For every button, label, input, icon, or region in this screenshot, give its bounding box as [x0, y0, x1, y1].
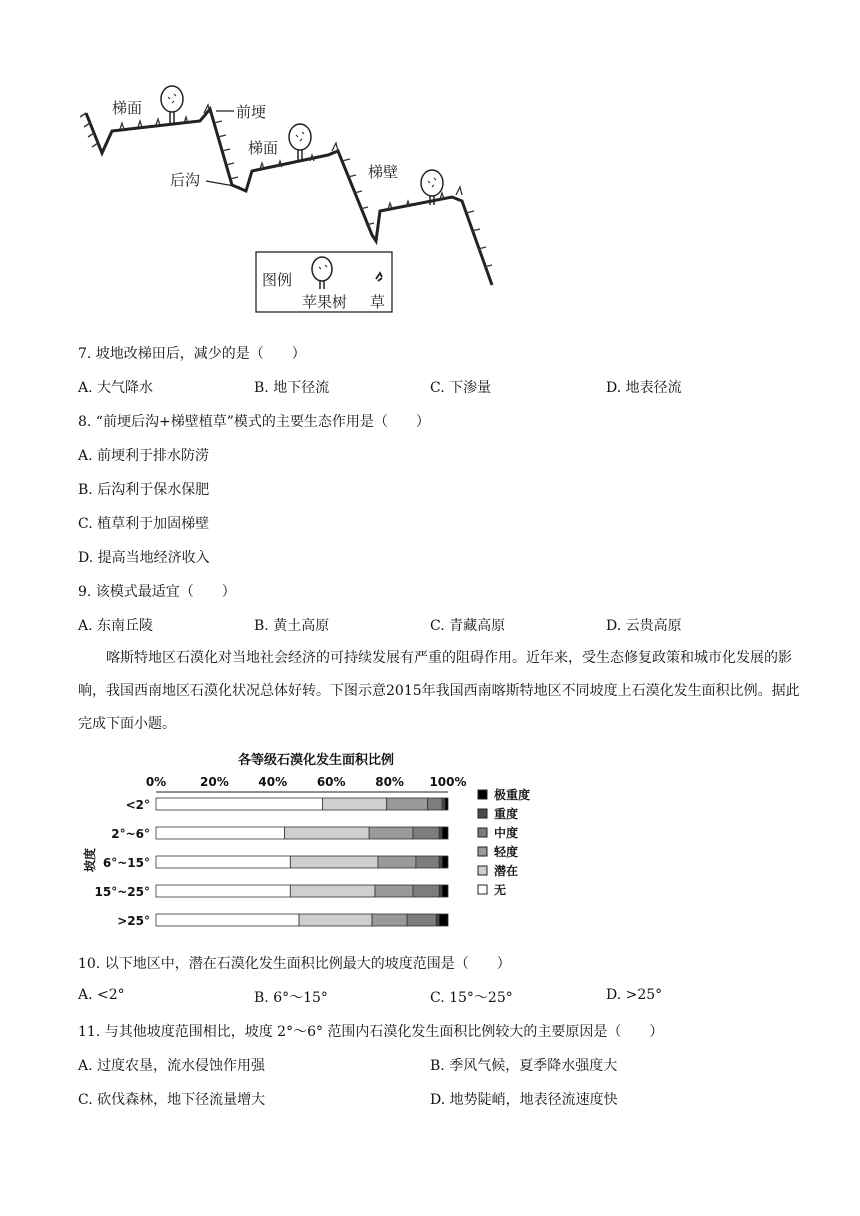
- bar-segment: [413, 885, 439, 897]
- question-10-option-d[interactable]: D. >25°: [606, 987, 663, 1003]
- question-7-stem: 7. 坡地改梯田后，减少的是（ ）: [78, 346, 306, 362]
- apple-tree-icon: [289, 124, 311, 161]
- label-tiemian-2: 梯面: [248, 139, 279, 157]
- question-9-option-a[interactable]: A. 东南丘陵: [78, 618, 154, 634]
- legend-grass-label: 草: [370, 293, 386, 311]
- legend-label: 潜在: [494, 864, 519, 878]
- bar-segment: [442, 798, 445, 810]
- bar-segment: [290, 885, 375, 897]
- bar-segment: [416, 856, 439, 868]
- bar-segment: [378, 856, 416, 868]
- question-7-option-a[interactable]: A. 大气降水: [78, 380, 154, 396]
- bar-segment: [407, 914, 436, 926]
- bar-segment: [156, 798, 322, 810]
- bar-segment: [387, 798, 428, 810]
- terrace-diagram: [80, 85, 520, 320]
- diagram-legend: [256, 252, 392, 312]
- question-9-option-d[interactable]: D. 云贵高原: [606, 618, 682, 634]
- question-8-option-d[interactable]: D. 提高当地经济收入: [78, 550, 210, 566]
- apple-tree-icon: [161, 86, 183, 123]
- label-tibi: 梯壁: [368, 163, 399, 181]
- bar-segment: [375, 885, 413, 897]
- bar-segment: [290, 856, 378, 868]
- legend-swatch: [478, 885, 487, 894]
- legend-label: 轻度: [494, 845, 519, 859]
- legend-label: 重度: [494, 807, 519, 821]
- bar-segment: [439, 827, 442, 839]
- bar-segment: [442, 885, 448, 897]
- bar-segment: [428, 798, 443, 810]
- x-tick-label: 60%: [316, 775, 346, 789]
- bar-segment: [439, 885, 442, 897]
- y-category-label: 2°~6°: [111, 827, 150, 841]
- question-8-option-c[interactable]: C. 植草利于加固梯壁: [78, 516, 210, 532]
- bar-segment: [369, 827, 413, 839]
- bar-segment: [156, 827, 284, 839]
- question-7-option-c[interactable]: C. 下渗量: [430, 380, 492, 396]
- label-qiangeng: 前埂: [236, 103, 267, 121]
- x-tick-label: 100%: [429, 775, 467, 789]
- bar-segment: [436, 914, 439, 926]
- question-8-stem: 8. “前埂后沟+梯壁植草”模式的主要生态作用是（ ）: [78, 414, 430, 430]
- bar-segment: [156, 856, 290, 868]
- bar-segment: [442, 856, 448, 868]
- x-tick-label: 80%: [375, 775, 404, 789]
- legend-label: 极重度: [494, 788, 531, 802]
- bar-segment: [322, 798, 386, 810]
- question-7-option-d[interactable]: D. 地表径流: [606, 380, 682, 396]
- bar-segment: [442, 827, 448, 839]
- question-9-option-b[interactable]: B. 黄土高原: [254, 618, 330, 634]
- question-10-option-b[interactable]: B. 6°～15°: [254, 990, 328, 1006]
- legend-label: 无: [494, 883, 507, 897]
- legend-swatch: [478, 828, 487, 837]
- y-category-label: 6°~15°: [102, 856, 150, 870]
- bar-segment: [445, 798, 448, 810]
- legend-swatch: [478, 790, 487, 799]
- question-9-stem: 9. 该模式最适宜（ ）: [78, 584, 236, 600]
- question-7-option-b[interactable]: B. 地下径流: [254, 380, 330, 396]
- question-10-option-c[interactable]: C. 15°～25°: [430, 990, 513, 1006]
- question-11-option-b[interactable]: B. 季风气候，夏季降水强度大: [430, 1058, 618, 1074]
- y-category-label: >25°: [117, 914, 150, 928]
- bar-segment: [156, 885, 290, 897]
- question-10-stem: 10. 以下地区中，潜在石漠化发生面积比例最大的坡度范围是（ ）: [78, 956, 511, 972]
- question-11-stem: 11. 与其他坡度范围相比，坡度 2°～6° 范围内石漠化发生面积比例较大的主要原因是（ ）: [78, 1024, 664, 1040]
- question-10-option-a[interactable]: A. <2°: [78, 987, 125, 1003]
- question-11-option-d[interactable]: D. 地势陡峭，地表径流速度快: [430, 1092, 618, 1108]
- stacked-bar-chart: [76, 748, 556, 938]
- x-tick-label: 20%: [200, 775, 229, 789]
- legend-swatch: [478, 847, 487, 856]
- bar-segment: [284, 827, 369, 839]
- y-category-label: <2°: [125, 798, 150, 812]
- bar-segment: [156, 914, 299, 926]
- label-hougou: 后沟: [170, 171, 201, 189]
- y-category-label: 15°~25°: [94, 885, 150, 899]
- question-11-option-a[interactable]: A. 过度农垦，流水侵蚀作用强: [78, 1058, 266, 1074]
- bar-segment: [372, 914, 407, 926]
- x-tick-label: 40%: [258, 775, 288, 789]
- legend-swatch: [478, 809, 487, 818]
- legend-title: 图例: [262, 271, 293, 289]
- bar-segment: [299, 914, 372, 926]
- question-8-option-a[interactable]: A. 前埂利于排水防涝: [78, 448, 210, 464]
- y-axis-label: 坡度: [83, 847, 97, 873]
- legend-tree-label: 苹果树: [302, 293, 348, 311]
- chart-title: 各等级石漠化发生面积比例: [237, 753, 395, 768]
- question-8-option-b[interactable]: B. 后沟利于保水保肥: [78, 482, 210, 498]
- bar-segment: [439, 914, 448, 926]
- legend-swatch: [478, 866, 487, 875]
- bar-segment: [439, 856, 442, 868]
- bar-segment: [413, 827, 439, 839]
- legend-label: 中度: [494, 826, 519, 840]
- question-11-option-c[interactable]: C. 砍伐森林，地下径流量增大: [78, 1092, 266, 1108]
- question-9-option-c[interactable]: C. 青藏高原: [430, 618, 506, 634]
- passage-text: 喀斯特地区石漠化对当地社会经济的可持续发展有严重的阻碍作用。近年来，受生态修复政策和城市化发展的影响，我国西南地区石漠化状况总体好转。下图示意2015年我国西南喀斯特地区不同坡度上石漠化发生面积比例。据此完成下面小题。: [78, 650, 800, 732]
- label-tiemian: 梯面: [112, 99, 143, 117]
- x-tick-label: 0%: [145, 775, 167, 789]
